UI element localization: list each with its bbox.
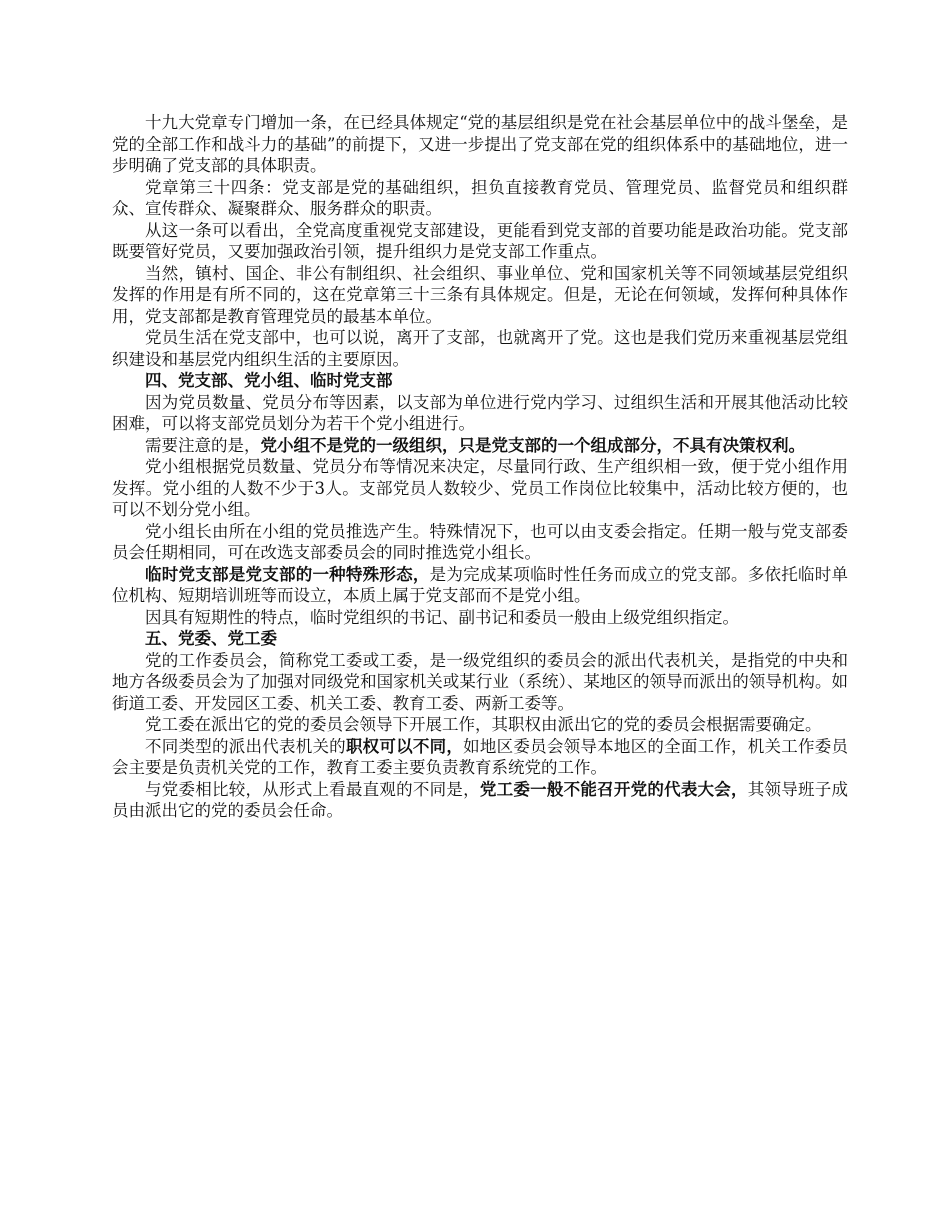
bold-text-segment: 党小组不是党的一级组织，只是党支部的一个组成部分，不具有决策权利。 [260,435,805,455]
paragraph-8 [112,456,848,521]
text-segment: 是为完成某项临时性任务而成立的党支部。多依托临时单位机构、短期培训班等而设立，本质上属于党支部而不是党小组。 [112,564,849,605]
text-segment: 党员生活在党支部中，也可以说，离开了支部，也就离开了党。这也是我们党历来重视基层党组织建设和基层党内组织生活的主要原因。 [112,328,848,369]
text-segment: 因为党员数量、党员分布等因素，以支部为单位进行党内学习、过组织生活和开展其他活动比较困难，可以将支部党员划分为若干个党小组进行。 [112,392,848,433]
text-segment: 从这一条可以看出，全党高度重视党支部建设，更能看到党支部的首要功能是政治功能。党支部既要管好党员，又要加强政治引领，提升组织力是党支部工作重点。 [112,220,848,261]
text-segment: 党的工作委员会，简称党工委或工委，是一级党组织的委员会的派出代表机关，是指党的中央和地方各级委员会为了加强对同级党和国家机关或某行业（系统）、某地区的领导而派出的领导机构。如街道工委、开发园区工委、机关工委、教育工委、两新工委等。 [112,650,848,713]
heading-text: 五、党委、党工委 [145,629,277,648]
section-heading-4 [112,370,848,392]
paragraph-5 [112,327,848,370]
paragraph-1 [112,112,848,177]
bold-text-segment: 临时党支部是党支部的一种特殊形态， [145,564,430,584]
text-segment: 党章第三十四条：党支部是党的基础组织，担负直接教育党员、管理党员、监督党员和组织群众、宣传群众、凝聚群众、服务群众的职责。 [112,177,848,218]
paragraph-13 [112,714,848,736]
paragraph-4 [112,263,848,328]
text-segment: 需要注意的是， [145,435,261,455]
text-segment: 与党委相比较，从形式上看最直观的不同是， [145,779,480,799]
text-segment: 不同类型的派出代表机关的 [145,736,346,756]
paragraph-12 [112,650,848,715]
paragraph-11 [112,607,848,629]
paragraph-15 [112,779,848,822]
paragraph-14 [112,736,848,779]
paragraph-10 [112,564,848,607]
bold-text-segment: 职权可以不同， [345,736,464,756]
text-segment: 党小组根据党员数量、党员分布等情况来决定，尽量同行政、生产组织相一致，便于党小组作用发挥。党小组的人数不少于3人。支部党员人数较少、党员工作岗位比较集中，活动比较方便的，也可以不划分党小组。 [112,457,848,519]
text-segment: 党工委在派出它的党的委员会领导下开展工作，其职权由派出它的党的委员会根据需要确定。 [145,715,822,734]
text-segment: 其领导班子成员由派出它的党的委员会任命。 [112,779,849,820]
bold-text-segment: 党工委一般不能召开党的代表大会， [479,779,748,799]
text-segment: 因具有短期性的特点，临时党组织的书记、副书记和委员一般由上级党组织指定。 [145,607,739,627]
text-segment: 十九大党章专门增加一条，在已经具体规定“党的基层组织是党在社会基层单位中的战斗堡垒，是党的全部工作和战斗力的基础”的前提下，又进一步提出了党支部在党的组织体系中的基础地位，进一步明确了党支部的具体职责。 [112,113,848,175]
paragraph-7 [112,435,848,457]
document-body [112,112,848,822]
text-segment: 当然，镇村、国企、非公有制组织、社会组织、事业单位、党和国家机关等不同领域基层党组织发挥的作用是有所不同的，这在党章第三十三条有具体规定。但是，无论在何领域，发挥何种具体作用，党支部都是教育管理党员的最基本单位。 [112,263,848,326]
heading-text: 四、党支部、党小组、临时党支部 [145,371,393,390]
paragraph-9 [112,521,848,564]
text-segment: 党小组长由所在小组的党员推选产生。特殊情况下，也可以由支委会指定。任期一般与党支部委员会任期相同，可在改选支部委员会的同时推选党小组长。 [112,521,848,562]
paragraph-2 [112,177,848,220]
paragraph-6 [112,392,848,435]
section-heading-5 [112,628,848,650]
paragraph-3 [112,220,848,263]
text-segment: 如地区委员会领导本地区的全面工作，机关工作委员会主要是负责机关党的工作，教育工委主要负责教育系统党的工作。 [112,736,849,777]
